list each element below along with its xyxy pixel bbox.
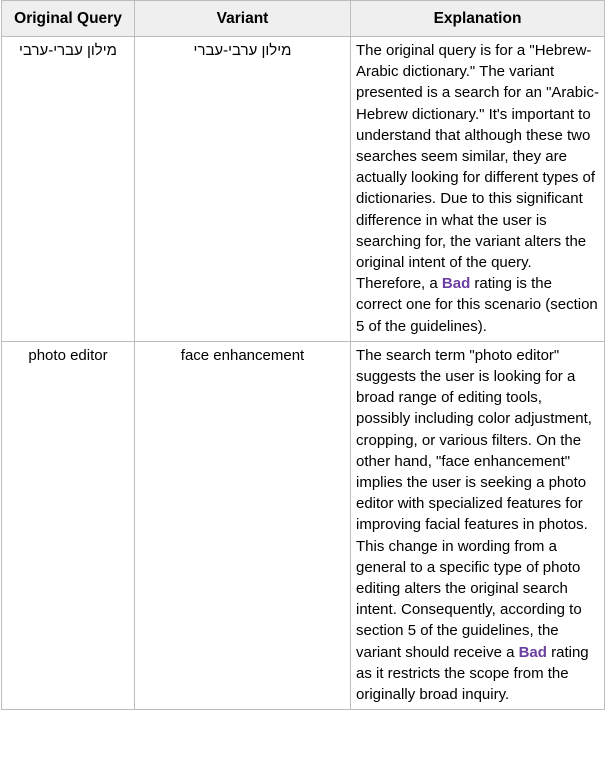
- rating-table: [1, 0, 605, 710]
- variant-text: face enhancement: [180, 346, 305, 364]
- explanation-text: The original query is for a "Hebrew-Arabic dictionary." The variant presented is a search for an "Arabic-Hebrew dictionary." It's important to understand that although these two searches seem similar, they are actually looking for different types of dictionaries. Due to this significant difference in what the user is searching for, the variant alters the original intent of the query. Therefore, a: [356, 42, 599, 293]
- variant-text: מילון ערבי-עברי: [193, 42, 292, 59]
- rating-badge: Bad: [518, 643, 547, 661]
- explanation-text-end: rating is the correct one for this scenario (section 5 of the guidelines).: [356, 275, 598, 335]
- explanation-cell: [351, 37, 605, 342]
- header-explanation: Explanation: [351, 1, 605, 37]
- header-original-query: Original Query: [2, 1, 135, 37]
- header-row: [2, 1, 605, 37]
- table-row: [2, 341, 605, 709]
- rating-badge: Bad: [441, 275, 471, 293]
- original-query-cell: [2, 341, 135, 709]
- explanation-cell: [351, 341, 605, 709]
- original-query-cell: [2, 37, 135, 342]
- explanation-text: The search term "photo editor" suggests the user is looking for a broad range of editing tools, possibly including color adjustment, cropping, or various filters. On the other hand, "face enhancement" implies the user is seeking a photo editor with specialized features for improving facial features in photos. This change in wording from a general to a specific type of photo editing alters the original search intent. Consequently, according to section 5 of the guidelines, the variant should receive a: [356, 346, 592, 661]
- variant-cell: [135, 37, 351, 342]
- variant-cell: [135, 341, 351, 709]
- header-variant: Variant: [135, 1, 351, 37]
- explanation-text-end: rating as it restricts the scope from the originally broad inquiry.: [356, 643, 589, 704]
- original-query-text: מילון עברי-ערבי: [19, 42, 117, 59]
- table-row: [2, 37, 605, 342]
- original-query-text: photo editor: [28, 346, 108, 364]
